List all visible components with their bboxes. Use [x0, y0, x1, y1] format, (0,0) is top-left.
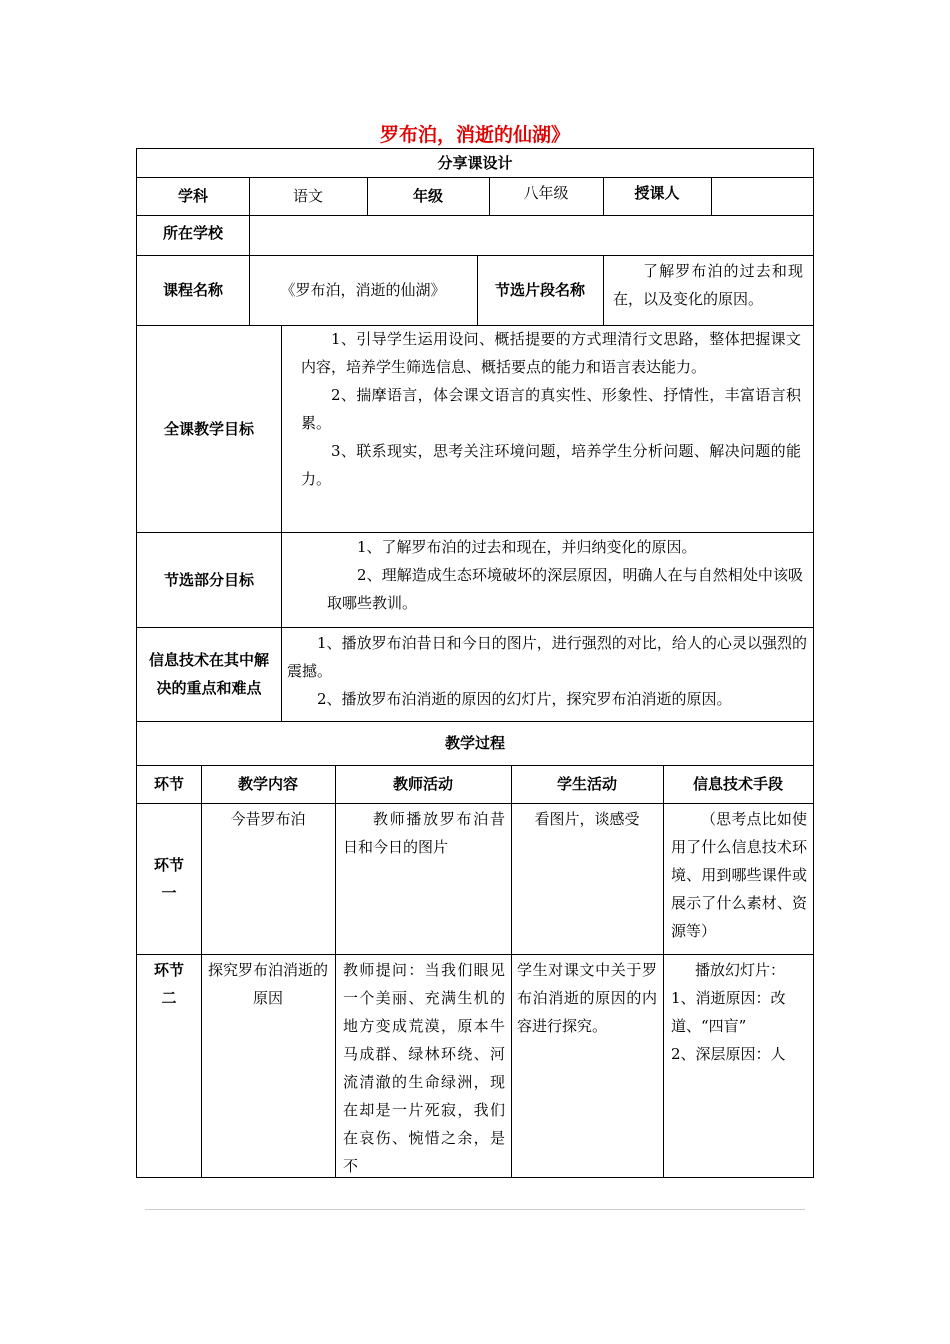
tech-method-intro: 播放幻灯片： [694, 961, 785, 979]
course-name-label: 课程名称 [162, 281, 223, 299]
stage-student-activity: 看图片，谈感受 [534, 810, 640, 828]
page-divider [145, 1209, 805, 1210]
segment-goals-label: 节选部分目标 [163, 570, 254, 589]
process-header: 教学内容 [237, 775, 298, 793]
course-goal-item: 3、联系现实，思考关注环境问题，培养学生分析问题、解决问题的能力。 [301, 442, 801, 488]
school-label: 所在学校 [162, 224, 223, 242]
table-header: 分享课设计 [437, 154, 513, 172]
segment-goal-item: 1、了解罗布泊的过去和现在，并归纳变化的原因。 [357, 538, 697, 556]
teacher-label: 授课人 [634, 184, 680, 202]
tech-focus-item: 1、播放罗布泊昔日和今日的图片，进行强烈的对比，给人的心灵以强烈的震撼。 [287, 634, 807, 680]
stage-teacher-activity: 教师提问：当我们眼见一个美丽、充满生机的地方变成荒漠，原本牛马成群、绿林环绕、河流清澈的生命绿洲，现在却是一片死寂，我们在哀伤、惋惜之余，是不 [343, 961, 505, 1175]
grade-label: 年级 [412, 187, 443, 205]
course-goals [301, 325, 801, 532]
stage-tech-method [671, 956, 809, 1176]
school-value [249, 219, 813, 255]
subject-label: 学科 [177, 187, 208, 205]
course-goal-item: 2、揣摩语言，体会课文语言的真实性、形象性、抒情性，丰富语言积累。 [301, 386, 801, 432]
course-goals-label: 全课教学目标 [163, 419, 254, 438]
stage-student-activity: 学生对课文中关于罗布泊消逝的原因的内容进行探究。 [517, 961, 657, 1035]
subject-value: 语文 [292, 187, 323, 205]
document-title: 罗布泊，消逝的仙湖》 [379, 124, 570, 146]
stage-teacher-activity: 教师播放罗布泊昔日和今日的图片 [343, 810, 505, 856]
tech-method-item: 2、深层原因：人 [671, 1045, 786, 1063]
tech-focus [287, 629, 807, 721]
lesson-plan-table [136, 148, 814, 1178]
segment-goals [327, 533, 803, 627]
stage-tech-method: （思考点比如使用了什么信息技术环境、用到哪些课件或展示了什么素材、资源等） [671, 810, 807, 940]
stage-content: 今昔罗布泊 [230, 810, 306, 828]
segment-name-label: 节选片段名称 [494, 281, 585, 299]
course-name-value: 《罗布泊，消逝的仙湖》 [280, 281, 446, 299]
process-title: 教学过程 [444, 734, 505, 752]
course-goal-item: 1、引导学生运用设问、概括提要的方式理清行文思路，整体把握课文内容，培养学生筛选信息、概括要点的能力和语言表达能力。 [301, 330, 801, 376]
process-header: 信息技术手段 [692, 775, 783, 793]
tech-focus-label: 信息技术在其中解决的重点和难点 [148, 651, 269, 697]
process-header: 环节 [153, 775, 184, 793]
stage-label: 环节二 [153, 961, 184, 1007]
grade-value: 八年级 [523, 184, 569, 202]
tech-focus-item: 2、播放罗布泊消逝的原因的幻灯片，探究罗布泊消逝的原因。 [317, 690, 732, 708]
segment-name-value: 了解罗布泊的过去和现在，以及变化的原因。 [613, 262, 803, 308]
process-header: 教师活动 [392, 775, 453, 793]
teacher-value [711, 179, 813, 215]
segment-goal-item: 2、理解造成生态环境破坏的深层原因，明确人在与自然相处中该吸取哪些教训。 [327, 566, 803, 612]
stage-label: 环节一 [153, 855, 184, 902]
stage-content: 探究罗布泊消逝的原因 [207, 961, 328, 1007]
process-header: 学生活动 [556, 775, 617, 793]
tech-method-item: 1、消逝原因：改道、“四盲” [671, 989, 786, 1035]
